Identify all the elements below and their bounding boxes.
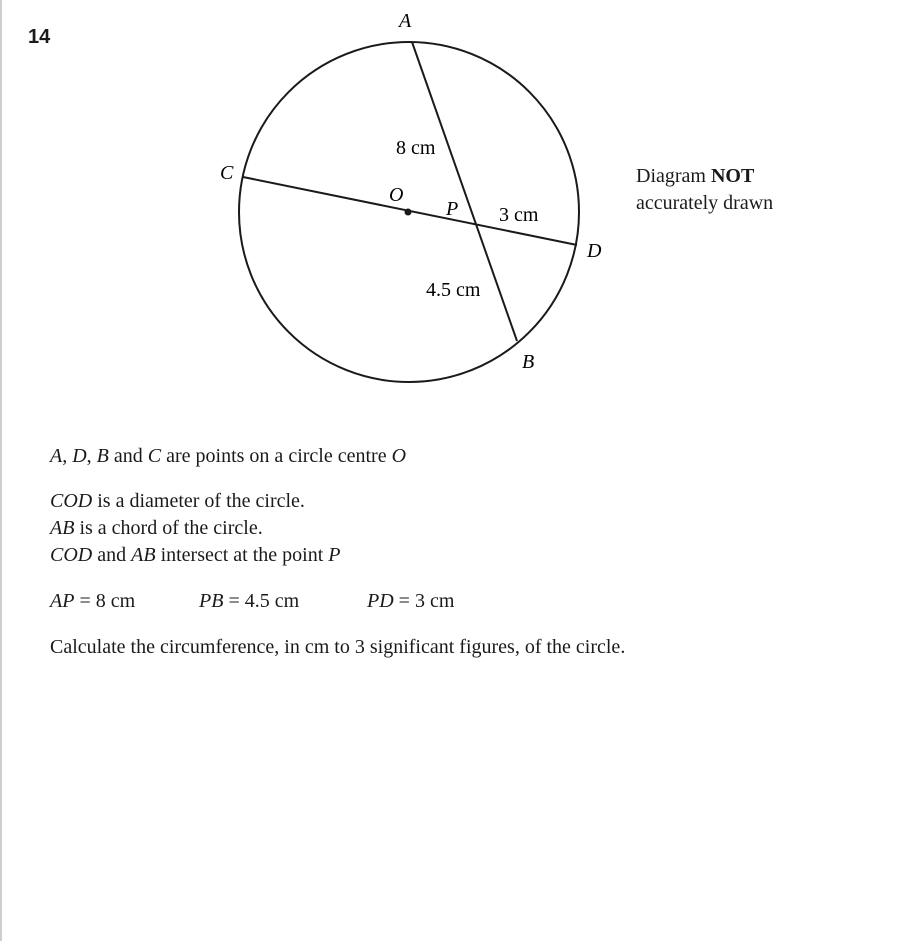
label-o: O xyxy=(389,184,404,206)
length-ap: 8 cm xyxy=(396,137,436,159)
question-text: Calculate the circumference, in cm to 3 significant figures, of the circle. xyxy=(50,636,626,658)
label-d: D xyxy=(587,240,602,262)
statement-diameter: COD is a diameter of the circle. xyxy=(50,490,305,512)
measurement-ap: AP = 8 cm xyxy=(50,590,136,612)
intro-statement: A, D, B and C are points on a circle centre O xyxy=(50,445,407,467)
statement-intersect: COD and AB intersect at the point P xyxy=(50,544,341,566)
note-bold: NOT xyxy=(710,165,755,187)
statement-chord: AB is a chord of the circle. xyxy=(50,517,263,539)
note-word: Diagram xyxy=(636,165,706,187)
diagram-note xyxy=(636,163,773,217)
question-number: 14 xyxy=(28,26,51,48)
label-p: P xyxy=(446,198,459,220)
measurement-pb: PB = 4.5 cm xyxy=(199,590,300,612)
label-a: A xyxy=(399,10,412,32)
label-b: B xyxy=(522,351,535,373)
centre-dot xyxy=(405,209,412,216)
label-c: C xyxy=(220,162,234,184)
measurement-pd: PD = 3 cm xyxy=(367,590,455,612)
note-line2: accurately drawn xyxy=(636,192,774,214)
length-pb: 4.5 cm xyxy=(426,279,481,301)
length-pd: 3 cm xyxy=(499,204,539,226)
